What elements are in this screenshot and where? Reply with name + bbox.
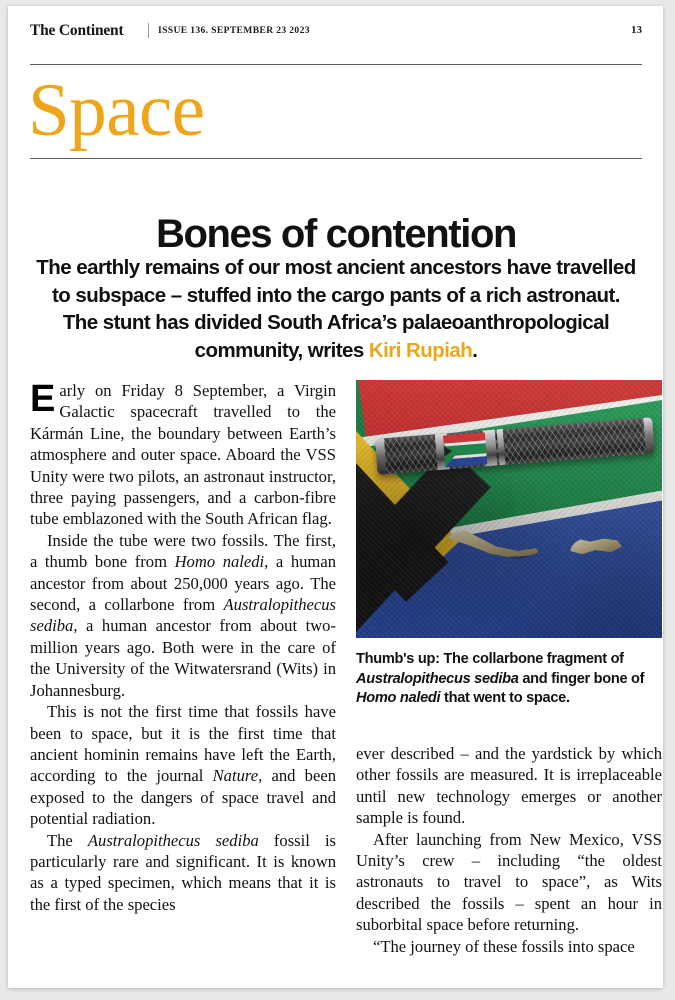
figure-caption xyxy=(356,650,660,709)
body-column-left xyxy=(30,380,336,915)
paragraph-text: arly on Friday 8 September, a Virgin Galactic spacecraft travelled to the Kármán Line, the boundary between Earth’s atmosphere and outer space. Aboard the VSS Unity were two pilots, an astronaut instructor, three paying passengers, and a carbon-fibre tube emblazoned with the South African flag. xyxy=(30,381,336,529)
page-content xyxy=(28,6,662,988)
standfirst-text: The earthly remains of our most ancient ancestors have travelled to subspace – stuffed into the cargo pants of a rich astronaut. The stunt has divided South Africa’s palaeoanthropological community, writes xyxy=(36,256,636,362)
section-title: Space xyxy=(28,69,205,152)
issue-line: ISSUE 136. SEPTEMBER 23 2023 xyxy=(158,25,310,36)
masthead xyxy=(30,22,642,44)
paragraph xyxy=(30,380,336,530)
page-number: 13 xyxy=(631,24,642,36)
headline: Bones of contention xyxy=(155,211,517,256)
masthead-divider xyxy=(148,23,149,38)
paragraph-text: This is not the first time that fossils have been to space, but it is the first time that ancient hominin remains have left the Earth, according to the journal Nature, and been exposed to the dangers of space travel and potential radiation. xyxy=(30,702,336,829)
byline-author: Kiri Rupiah xyxy=(368,338,473,362)
paragraph-text: ever described – and the yardstick by which other fossils are measured. It is irreplaceable until new technology emerges or another sample is found. xyxy=(356,744,662,828)
standfirst-period: . xyxy=(472,338,478,362)
body-column-right xyxy=(356,743,662,957)
photo-shading xyxy=(356,380,662,638)
paragraph xyxy=(30,830,336,916)
paragraph xyxy=(356,829,662,936)
article-figure xyxy=(356,380,662,709)
paragraph xyxy=(30,530,336,701)
standfirst xyxy=(34,254,638,364)
paragraph xyxy=(30,701,336,829)
publication-title: The Continent xyxy=(30,22,124,39)
magazine-page xyxy=(8,6,663,988)
paragraph xyxy=(356,743,662,829)
caption-lead: Thumb's up: xyxy=(356,651,444,667)
paragraph-text: After launching from New Mexico, VSS Unity’s crew – including “the oldest astronauts to travel to space”, as Wits described the fossils – spent an hour in suborbital space before returning. xyxy=(356,829,662,935)
drop-cap: E xyxy=(30,378,56,420)
paragraph xyxy=(356,936,662,957)
rule-below-section-title xyxy=(30,158,642,159)
paragraph-text: The Australopithecus sediba fossil is particularly rare and significant. It is known as a typed specimen, which means that it is the first of the species xyxy=(30,830,337,914)
fossil-photo xyxy=(356,380,662,638)
paragraph-text: “The journey of these fossils into space xyxy=(373,936,635,956)
caption-text: The collarbone fragment of Australopithecus sediba and finger bone of Homo naledi that went to space. xyxy=(356,651,645,707)
paragraph-text: Inside the tube were two fossils. The first, a thumb bone from Homo naledi, a human ancestor from about 250,000 years ago. The second, a collarbone from Australopithecus sediba, a human ancestor from about two-million years ago. Both were in the care of the University of the Witwatersrand (Wits) in Johannesburg. xyxy=(30,530,336,700)
